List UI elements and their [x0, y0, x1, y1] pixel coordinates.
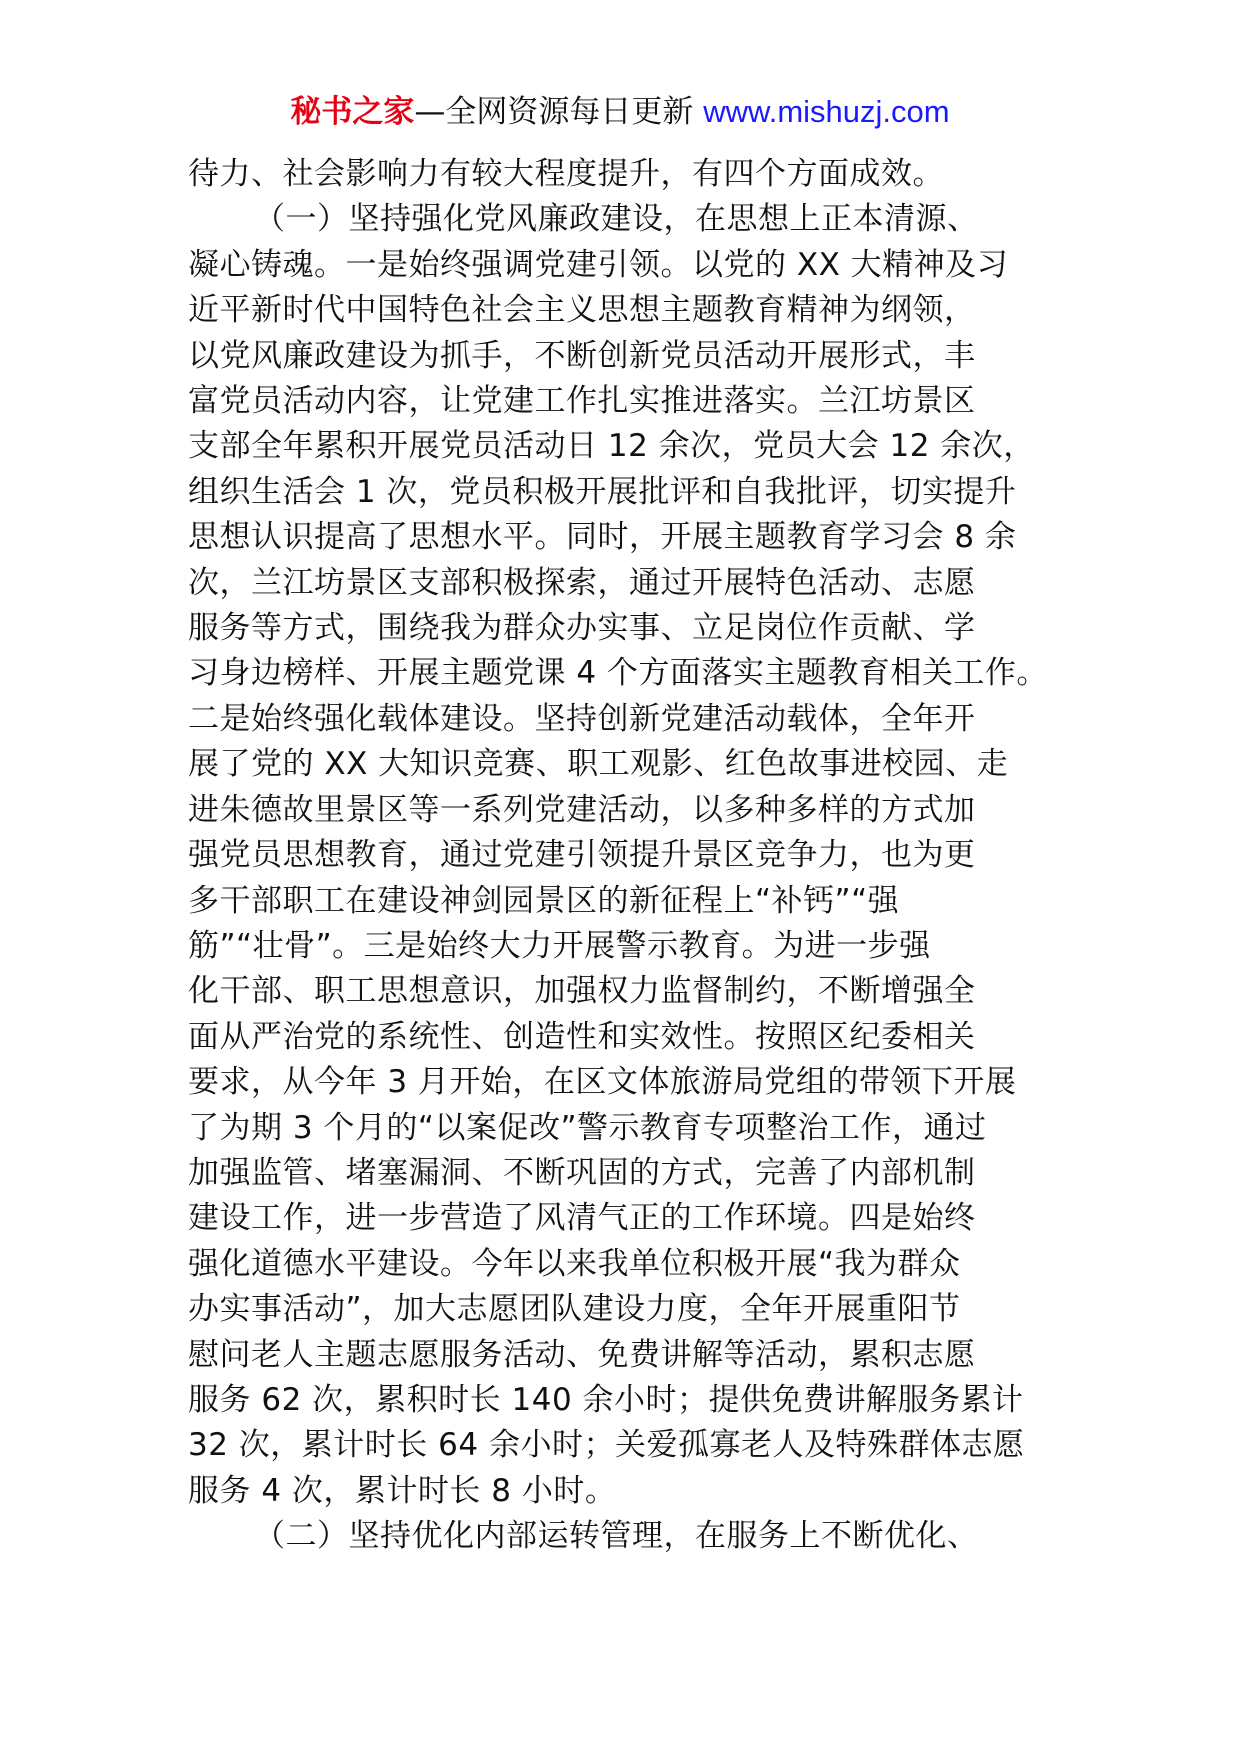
website-link[interactable]: www.mishuzj.com [703, 94, 950, 129]
text-line: 多干部职工在建设神剑园景区的新征程上“补钙”“强 [188, 882, 900, 919]
text-line: 服务等方式，围绕我为群众办实事、立足岗位作贡献、学 [188, 610, 976, 647]
text-line: 化干部、职工思想意识，加强权力监督制约，不断增强全 [188, 973, 976, 1010]
text-line: 展了党的 XX 大知识竞赛、职工观影、红色故事进校园、走 [188, 746, 1009, 783]
text-line: 强党员思想教育，通过党建引领提升景区竞争力，也为更 [188, 837, 976, 874]
text-line: 进朱德故里景区等一系列党建活动，以多种多样的方式加 [188, 791, 976, 828]
text-line: 富党员活动内容，让党建工作扎实推进落实。兰江坊景区 [188, 383, 976, 420]
text-line: 凝心铸魂。一是始终强调党建引领。以党的 XX 大精神及习 [188, 246, 1009, 283]
text-line: 慰问老人主题志愿服务活动、免费讲解等活动，累积志愿 [188, 1336, 976, 1373]
text-line: 32 次，累计时长 64 余小时；关爱孤寡老人及特殊群体志愿 [188, 1427, 1025, 1464]
text-line: 强化道德水平建设。今年以来我单位积极开展“我为群众 [188, 1245, 961, 1282]
brand-name: 秘书之家 [290, 94, 415, 130]
text-line: （一）坚持强化党风廉政建设，在思想上正本清源、 [254, 201, 979, 238]
text-line: 二是始终强化载体建设。坚持创新党建活动载体，全年开 [188, 700, 976, 737]
text-line: 次，兰江坊景区支部积极探索，通过开展特色活动、志愿 [188, 564, 976, 601]
text-line: 近平新时代中国特色社会主义思想主题教育精神为纲领， [188, 292, 976, 329]
text-line: 办实事活动”，加大志愿团队建设力度，全年开展重阳节 [188, 1291, 961, 1328]
document-body [188, 152, 1068, 1560]
text-line: 组织生活会 1 次，党员积极开展批评和自我批评，切实提升 [188, 473, 1017, 510]
text-line: 思想认识提高了思想水平。同时，开展主题教育学习会 8 余 [188, 519, 1017, 556]
text-line: 要求，从今年 3 月开始，在区文体旅游局党组的带领下开展 [188, 1064, 1017, 1101]
text-line: 以党风廉政建设为抓手，不断创新党员活动开展形式，丰 [188, 337, 976, 374]
text-line: （二）坚持优化内部运转管理，在服务上不断优化、 [254, 1518, 979, 1555]
text-line: 服务 62 次，累积时长 140 余小时；提供免费讲解服务累计 [188, 1381, 1024, 1418]
text-line: 筋”“壮骨”。三是始终大力开展警示教育。为进一步强 [188, 927, 931, 964]
text-line: 建设工作，进一步营造了风清气正的工作环境。四是始终 [188, 1200, 976, 1237]
header-slogan: —全网资源每日更新 [414, 94, 704, 130]
text-line: 面从严治党的系统性、创造性和实效性。按照区纪委相关 [188, 1018, 976, 1055]
text-line: 了为期 3 个月的“以案促改”警示教育专项整治工作，通过 [188, 1109, 987, 1146]
text-line: 服务 4 次，累计时长 8 小时。 [188, 1472, 617, 1509]
page-header [0, 92, 1240, 132]
text-line: 加强监管、堵塞漏洞、不断巩固的方式，完善了内部机制 [188, 1154, 976, 1191]
text-line: 习身边榜样、开展主题党课 4 个方面落实主题教育相关工作。 [188, 655, 1048, 692]
text-line: 待力、社会影响力有较大程度提升，有四个方面成效。 [188, 156, 944, 192]
text-line: 支部全年累积开展党员活动日 12 余次，党员大会 12 余次， [188, 428, 1035, 465]
